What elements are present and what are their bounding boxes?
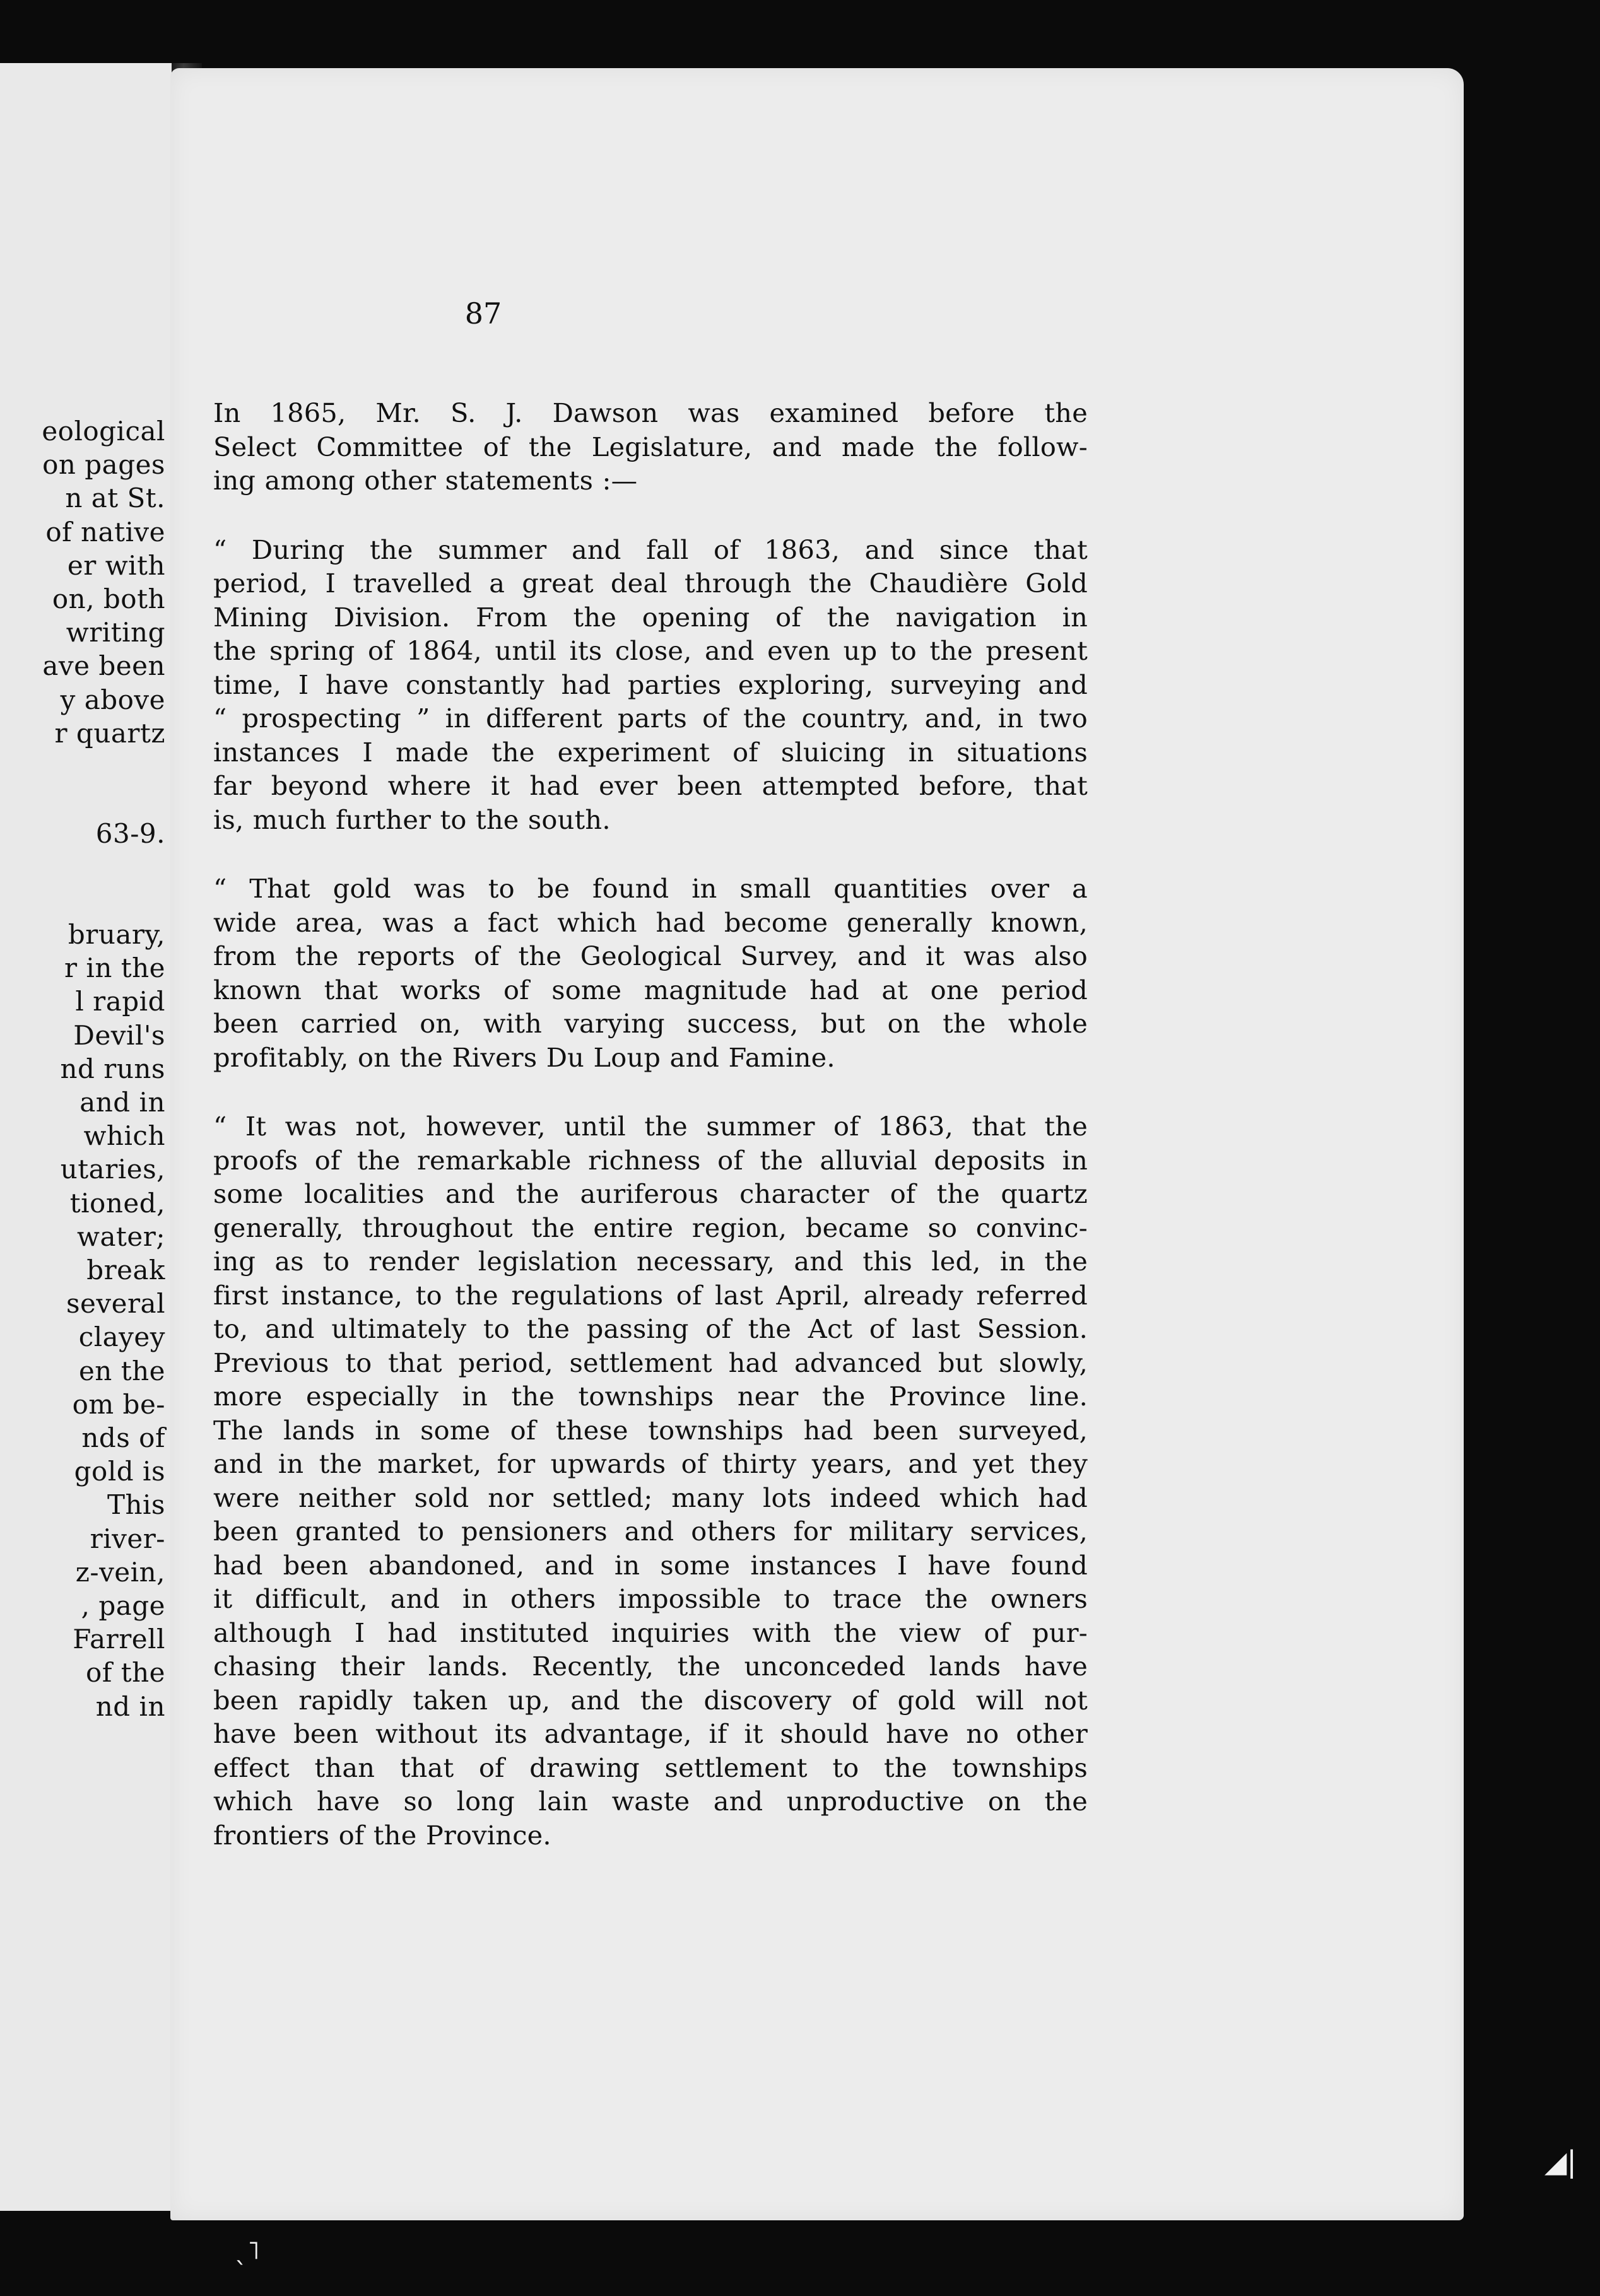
text-line: and in the market, for upwards of thirty years, and yet they [213, 1448, 1088, 1479]
left-page-line: nds of [81, 1422, 165, 1453]
left-page-line: nd in [95, 1690, 165, 1722]
text-line: “ It was not, however, until the summer of 1863, that the [213, 1111, 1088, 1142]
left-page-line: on, both [52, 583, 165, 614]
left-page-line: several [66, 1288, 165, 1320]
left-page-line: ave been [42, 650, 165, 682]
scan-mark-right: ◢| [1544, 2145, 1577, 2179]
left-page-line: river- [90, 1523, 165, 1554]
paragraph [213, 396, 1088, 498]
left-page-line: and in [79, 1087, 165, 1118]
left-page-line: on pages [42, 449, 165, 481]
text-line: ing among other statements :— [213, 465, 638, 496]
text-line: profitably, on the Rivers Du Loup and Famine. [213, 1041, 835, 1073]
left-page-line: en the [78, 1355, 165, 1386]
text-line: the spring of 1864, until its close, and even up to the present [213, 635, 1088, 666]
paragraph-gap [213, 498, 1088, 533]
text-line: it difficult, and in others impossible to trace the owners [213, 1583, 1088, 1614]
text-line: is, much further to the south. [213, 804, 611, 835]
left-page-line: r quartz [54, 717, 165, 749]
left-page-line: utaries, [60, 1154, 165, 1185]
text-line: “ That gold was to be found in small quantities over a [213, 873, 1088, 904]
text-line: first instance, to the regulations of last April, already referred [213, 1279, 1088, 1311]
left-page-line: y above [60, 684, 165, 715]
left-page-line: nd runs [60, 1053, 165, 1084]
left-page-line: l rapid [75, 986, 165, 1017]
left-page-line: which [83, 1120, 165, 1152]
text-line: which have so long lain waste and unproductive on the [213, 1786, 1088, 1817]
text-line: Mining Division. From the opening of the navigation in [213, 601, 1088, 633]
text-line: were neither sold nor settled; many lots indeed which had [213, 1482, 1088, 1513]
text-line: ing as to render legislation necessary, and this led, in the [213, 1246, 1088, 1277]
text-line: proofs of the remarkable richness of the alluvial deposits in [213, 1144, 1088, 1176]
left-facing-page [0, 63, 173, 2211]
left-page-line: Devil's [73, 1019, 165, 1051]
left-page-line: gold is [74, 1456, 165, 1487]
left-page-line: bruary, [68, 919, 165, 950]
left-page-line: r in the [64, 952, 165, 984]
left-page-line: z-vein, [75, 1556, 165, 1588]
page-number [0, 296, 1600, 331]
text-line: Select Committee of the Legislature, and made the follow- [213, 431, 1088, 462]
text-line: from the reports of the Geological Survey, and it was also [213, 940, 1088, 971]
left-page-line: 63-9. [95, 818, 165, 850]
text-line: In 1865, Mr. S. J. Dawson was examined before the [213, 397, 1088, 428]
text-line: had been abandoned, and in some instances I have found [213, 1549, 1088, 1581]
text-line: generally, throughout the entire region, became so convinc- [213, 1212, 1088, 1243]
text-line: “ prospecting ” in different parts of the country, and, in two [213, 703, 1088, 734]
text-line: chasing their lands. Recently, the unconceded lands have [213, 1651, 1088, 1682]
text-line: more especially in the townships near the Province line. [213, 1381, 1088, 1412]
text-line: Previous to that period, settlement had advanced but slowly, [213, 1347, 1088, 1378]
text-line: period, I travelled a great deal through the Chaudière Gold [213, 568, 1088, 599]
paragraph [213, 1110, 1088, 1852]
left-page-line: n at St. [65, 483, 165, 514]
body-text [213, 396, 1088, 1852]
text-line: time, I have constantly had parties exploring, surveying and [213, 669, 1088, 700]
text-line: to, and ultimately to the passing of the Act of last Session. [213, 1313, 1088, 1344]
text-line: instances I made the experiment of sluicing in situations [213, 736, 1088, 768]
paragraph-gap [213, 836, 1088, 872]
left-page-line: , page [81, 1590, 165, 1621]
text-line: although I had instituted inquiries with the view of pur- [213, 1617, 1088, 1648]
text-line: “ During the summer and fall of 1863, and since that [213, 534, 1088, 565]
left-page-line: of native [45, 516, 165, 548]
text-line: been rapidly taken up, and the discovery of gold will not [213, 1684, 1088, 1716]
text-line: The lands in some of these townships had been surveyed, [213, 1414, 1088, 1446]
page-number-text: 87 [464, 296, 502, 331]
left-page-line: om be- [72, 1388, 165, 1420]
paragraph [213, 533, 1088, 837]
left-page-line: of the [86, 1657, 165, 1689]
left-page-line: clayey [78, 1321, 165, 1353]
left-page-line: Farrell [73, 1624, 165, 1655]
left-page-line: water; [77, 1221, 165, 1252]
scan-mark-bottom: ˎ˥ [235, 2236, 260, 2265]
text-line: wide area, was a fact which had become generally known, [213, 906, 1088, 938]
left-page-line: writing [66, 617, 165, 648]
text-line: effect than that of drawing settlement to the townships [213, 1752, 1088, 1783]
text-line: some localities and the auriferous character of the quartz [213, 1178, 1088, 1209]
text-line: been granted to pensioners and others for military services, [213, 1516, 1088, 1547]
text-line: frontiers of the Province. [213, 1819, 551, 1851]
left-page-line: er with [67, 549, 165, 581]
paragraph-gap [213, 1074, 1088, 1110]
left-page-line: This [107, 1489, 165, 1521]
left-page-line: eological [42, 416, 165, 447]
paragraph [213, 872, 1088, 1074]
text-line: far beyond where it had ever been attempted before, that [213, 770, 1088, 801]
text-line: have been without its advantage, if it should have no other [213, 1718, 1088, 1749]
left-page-line: tioned, [69, 1187, 165, 1219]
text-line: been carried on, with varying success, but on the whole [213, 1008, 1088, 1039]
text-line: known that works of some magnitude had at one period [213, 974, 1088, 1005]
left-page-line: break [86, 1255, 165, 1286]
